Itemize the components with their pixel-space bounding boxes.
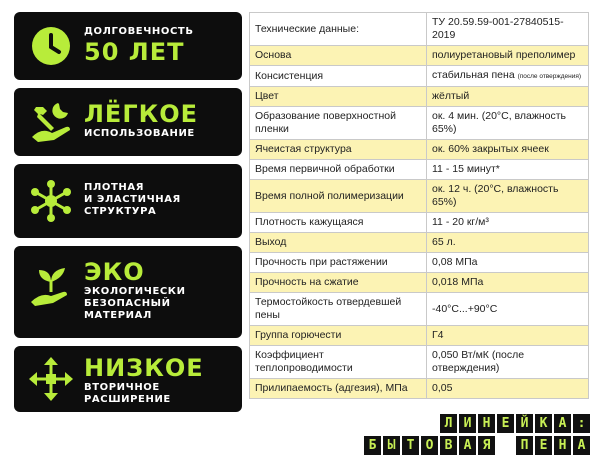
feature-line: ЭКОЛОГИЧЕСКИ: [84, 286, 186, 297]
table-cell-label: Прочность на сжатие: [250, 273, 427, 293]
table-cell-value: [427, 213, 589, 233]
letter-tile: И: [459, 414, 476, 433]
table-cell-value: [427, 87, 589, 107]
table-row: [250, 160, 589, 180]
table-cell-value: [427, 293, 589, 326]
feature-line: СТРУКТУРА: [84, 206, 157, 217]
letter-tile: Б: [364, 436, 381, 455]
table-cell-label: Основа: [250, 46, 427, 66]
letter-tile: :: [573, 414, 590, 433]
letter-tile: Я: [478, 436, 495, 455]
table-row: [250, 140, 589, 160]
features-column: [14, 12, 242, 420]
table-row: [250, 66, 589, 87]
letter-tile: К: [535, 414, 552, 433]
letter-tile: Ы: [383, 436, 400, 455]
value-text: 0,08 МПа: [432, 256, 478, 268]
table-cell-value: [427, 180, 589, 213]
table-cell-label: Плотность кажущаяся: [250, 213, 427, 233]
table-cell-value: [427, 326, 589, 346]
table-header-cell: ТУ 20.59.59-001-27840515-2019: [427, 13, 589, 46]
value-text: 65 л.: [432, 236, 456, 248]
feature-card-durability: [14, 12, 242, 80]
table-cell-label: Время первичной обработки: [250, 160, 427, 180]
table-cell-value: [427, 107, 589, 140]
table-cell-label: Консистенция: [250, 66, 427, 87]
feature-line: И ЭЛАСТИЧНАЯ: [84, 194, 181, 205]
table-row: [250, 326, 589, 346]
value-text: ок. 4 мин. (20°С, влажность 65%): [432, 110, 567, 135]
letter-tile: Н: [554, 436, 571, 455]
feature-big-text: ЭКО: [84, 258, 145, 286]
tech-specs-table: [249, 12, 589, 399]
table-cell-label: Коэффициент теплопроводимости: [250, 346, 427, 379]
letter-tile: А: [459, 436, 476, 455]
feature-line: ВТОРИЧНОЕ: [84, 382, 160, 393]
letter-tile: Л: [440, 414, 457, 433]
feature-big-text: 50 ЛЕТ: [84, 38, 185, 66]
value-text: ок. 12 ч. (20°С, влажность 65%): [432, 183, 559, 208]
value-note: (после отверждения): [517, 73, 582, 80]
feature-big-text: НИЗКОЕ: [84, 354, 204, 382]
letter-tile: Й: [516, 414, 533, 433]
table-cell-label: Цвет: [250, 87, 427, 107]
feature-card-easy-use: [14, 88, 242, 156]
feature-line: ПЛОТНАЯ: [84, 182, 145, 193]
feature-small-text: ДОЛГОВЕЧНОСТЬ: [84, 26, 194, 37]
value-text: полиуретановый преполимер: [432, 49, 576, 61]
table-cell-value: [427, 273, 589, 293]
value-text: 11 - 15 минут*: [432, 163, 500, 175]
value-text: жёлтый: [432, 90, 470, 102]
expand-arrows-icon: [24, 352, 78, 406]
value-text: 0,050 Вт/мК (после отверждения): [432, 349, 525, 374]
table-row: [250, 346, 589, 379]
feature-small-text: ИСПОЛЬЗОВАНИЕ: [84, 128, 195, 139]
table-row: [250, 180, 589, 213]
table-cell-value: [427, 66, 589, 87]
table-row: [250, 107, 589, 140]
table-cell-value: [427, 379, 589, 399]
table-row: [250, 233, 589, 253]
eco-plant-hand-icon: [24, 262, 78, 316]
table-header-cell: Технические данные:: [250, 13, 427, 46]
table-row: [250, 253, 589, 273]
table-cell-value: [427, 253, 589, 273]
table-cell-label: Прочность при растяжении: [250, 253, 427, 273]
value-text: Г4: [432, 329, 444, 341]
value-text: стабильная пена: [432, 69, 515, 81]
table-cell-label: Термостойкость отвердевшей пены: [250, 293, 427, 326]
table-cell-value: [427, 346, 589, 379]
wrench-hand-icon: [24, 95, 78, 149]
molecule-icon: [24, 174, 78, 228]
feature-line: МАТЕРИАЛ: [84, 310, 152, 321]
letter-tile: А: [554, 414, 571, 433]
value-text: -40°С...+90°С: [432, 302, 498, 315]
table-row: [250, 46, 589, 66]
value-text: ок. 60% закрытых ячеек: [432, 143, 549, 155]
table-row: [250, 87, 589, 107]
table-cell-label: Ячеистая структура: [250, 140, 427, 160]
product-line-title: [364, 414, 590, 433]
table-cell-label: Выход: [250, 233, 427, 253]
product-line-label: [364, 414, 590, 458]
table-cell-value: [427, 160, 589, 180]
table-cell-value: [427, 46, 589, 66]
table-row: [250, 213, 589, 233]
feature-card-structure: [14, 164, 242, 238]
letter-tile: О: [421, 436, 438, 455]
table-cell-value: [427, 233, 589, 253]
value-text: 0,05: [432, 382, 453, 394]
feature-big-text: ЛЁГКОЕ: [84, 100, 199, 128]
letter-tile: Т: [402, 436, 419, 455]
table-cell-value: [427, 140, 589, 160]
table-cell-label: Прилипаемость (адгезия), МПа: [250, 379, 427, 399]
letter-tile: П: [516, 436, 533, 455]
table-row: [250, 293, 589, 326]
letter-tile: [497, 436, 514, 455]
letter-tile: В: [440, 436, 457, 455]
letter-tile: А: [573, 436, 590, 455]
value-text: 0,018 МПа: [432, 276, 484, 288]
letter-tile: Е: [497, 414, 514, 433]
table-row: [250, 379, 589, 399]
product-line-subtitle: [364, 436, 590, 455]
letter-tile: Н: [478, 414, 495, 433]
value-text: 11 - 20 кг/м³: [432, 216, 489, 228]
table-cell-label: Группа горючести: [250, 326, 427, 346]
table-row: [250, 273, 589, 293]
table-header-row: [250, 13, 589, 46]
clock-icon: [24, 19, 78, 73]
table-cell-label: Образование поверхностной пленки: [250, 107, 427, 140]
feature-card-low-expansion: [14, 346, 242, 412]
feature-line: РАСШИРЕНИЕ: [84, 394, 171, 405]
table-cell-label: Время полной полимеризации: [250, 180, 427, 213]
letter-tile: Е: [535, 436, 552, 455]
feature-card-eco: [14, 246, 242, 338]
feature-line: БЕЗОПАСНЫЙ: [84, 298, 171, 309]
